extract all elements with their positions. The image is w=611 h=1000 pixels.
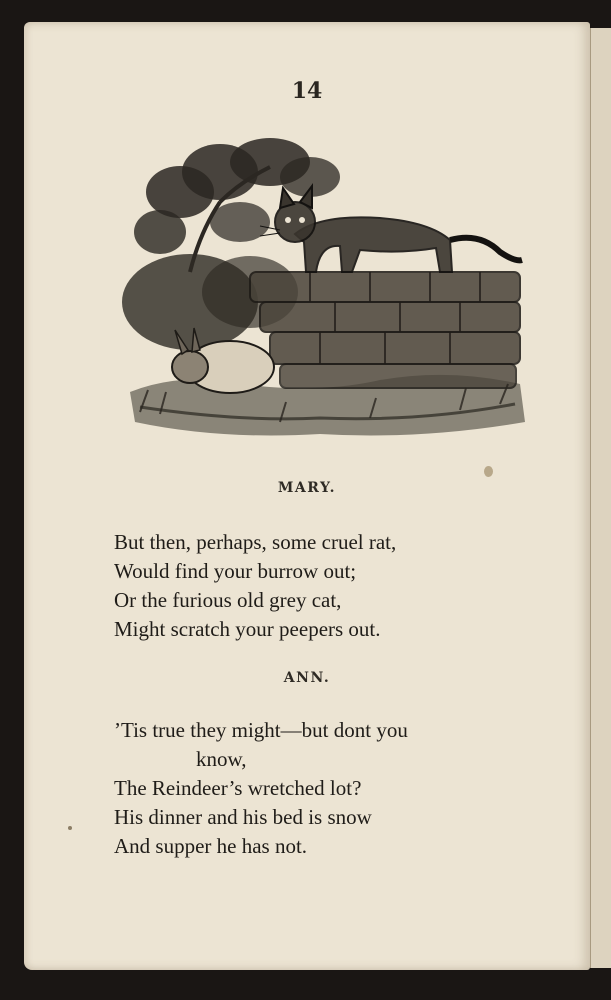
foxing-spot — [484, 466, 493, 477]
verse-line: The Reindeer’s wretched lot? — [114, 776, 362, 800]
foxing-spot — [68, 826, 72, 830]
verse-line: Would find your burrow out; — [114, 559, 357, 583]
verse-line: His dinner and his bed is snow — [114, 805, 372, 829]
book-page — [24, 22, 590, 970]
verse-line: And supper he has not. — [114, 834, 308, 858]
verse-line: ’Tis true they might—but dont you — [114, 718, 408, 742]
speaker-ann: ANN. — [283, 670, 331, 686]
stanza-ann — [114, 716, 408, 861]
verse-line: Might scratch your peepers out. — [114, 617, 381, 641]
cat-figure — [275, 186, 522, 272]
verse-line: know, — [196, 747, 247, 771]
verse-line: Or the furious old grey cat, — [114, 588, 342, 612]
page-number: 14 — [291, 78, 323, 104]
woodcut-illustration — [120, 122, 530, 442]
next-page-edge — [590, 28, 611, 968]
stanza-mary — [114, 528, 396, 644]
verse-line: But then, perhaps, some cruel rat, — [114, 530, 397, 554]
speaker-mary: MARY. — [277, 480, 337, 496]
